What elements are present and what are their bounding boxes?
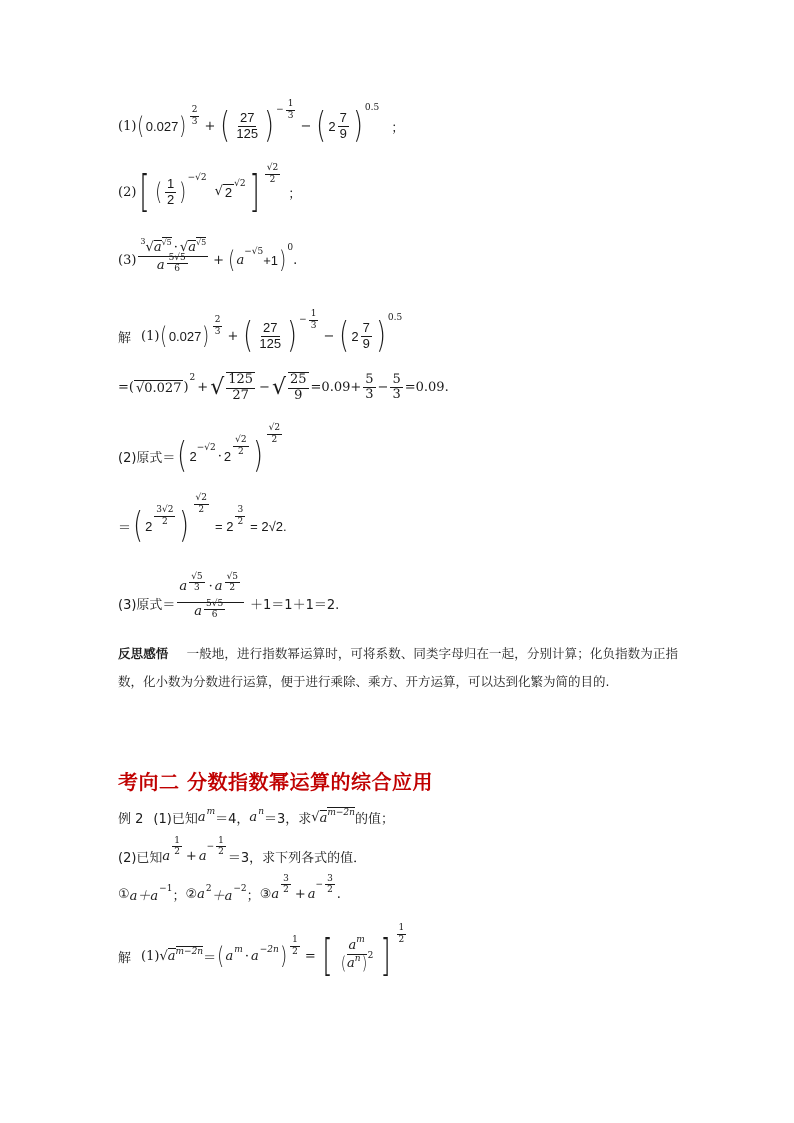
solution-1-line-1: 解 (1) ( 0.027 ) $\frac{2}{3}$ + ( $\frac{27}{125}$ ) − $\frac{1}{3}$ − ( 2 $\frac{7}{9}$ ) 0.5 xyxy=(118,309,403,356)
solution-2-line-1: (2)原式＝ ( 2 −√2 · 2 $\frac{√2}{2}$ ) $\frac{√2}{2}$ xyxy=(118,423,281,476)
problem-1: (1) ( 0.027 ) $\frac{2}{3}$ + ( $\frac{27}{125}$ ) − $\frac{1}{3}$ − ( 2 $\frac{7}{9}$ ) 0.5 ； xyxy=(118,99,405,146)
solution-label: 解 xyxy=(118,330,132,346)
reflection-paragraph xyxy=(118,640,678,696)
example-2-part-2: (2)已知 a $\frac{1}{2}$ + a − $\frac{1}{2}$ ＝3，求下列各式的值． xyxy=(118,836,367,867)
problem-1-label: (1) xyxy=(118,118,137,134)
solution-3: (3)原式＝ a $\frac{√5}{3}$ · a $\frac{√5}{2}$ a $\frac{5√5}{6}$ ＋1＝1＋1＝2. xyxy=(118,572,340,621)
problem-3: (3) 3 √ a √5 · √ a √5 a $\frac{5√5}{6}$ + ( a −√5 +1 ) 0 . xyxy=(118,237,298,275)
problem-2-label: (2) xyxy=(118,184,137,200)
section-heading: 考向二 分数指数幂运算的综合应用 xyxy=(118,770,433,794)
solution-2-line-2: ＝ ( 2 $\frac{3√2}{2}$ ) $\frac{√2}{2}$ = 2 $\frac{3}{2}$ = 2√2. xyxy=(118,493,287,546)
example-2-solution: 解 (1) √ a m−2n ＝ ( a m · a −2n ) $\frac{1}{2}$ = [ a m ( a n ) 2 ] $\frac{1}{2}$ xyxy=(118,923,405,981)
reflection-title: 反思感悟 xyxy=(118,646,169,661)
example-2-part-1: 例 2 (1)已知 a m ＝4， a n ＝3，求 √ a m−2n 的值； xyxy=(118,806,394,827)
solution-1-line-2: =( √0.027 ) 2 + √ $\frac{125}{27}$ − √ $\frac{25}{9}$ =0.09+ $\frac{5}{3}$ − $\frac{5}{3}$ =0.09. xyxy=(118,371,449,403)
example-2-subitems: ① a＋a −1 ； ② a 2 ＋a −2 ； ③ a $\frac{3}{2}$ + a − $\frac{3}{2}$ . xyxy=(118,874,341,905)
example-label: 例 2 xyxy=(118,812,144,827)
problem-2: (2) [ ( $\frac{1}{2}$ ) −√2 √ 2 √2 ] $\frac{√2}{2}$ ； xyxy=(118,163,302,217)
reflection-text: 一般地，进行指数幂运算时，可将系数、同类字母归在一起，分别计算；化负指数为正指数，化小数为分数进行运算，便于进行乘除、乘方、开方运算，可以达到化繁为简的目的. xyxy=(118,646,678,689)
problem-3-label: (3) xyxy=(118,252,137,268)
